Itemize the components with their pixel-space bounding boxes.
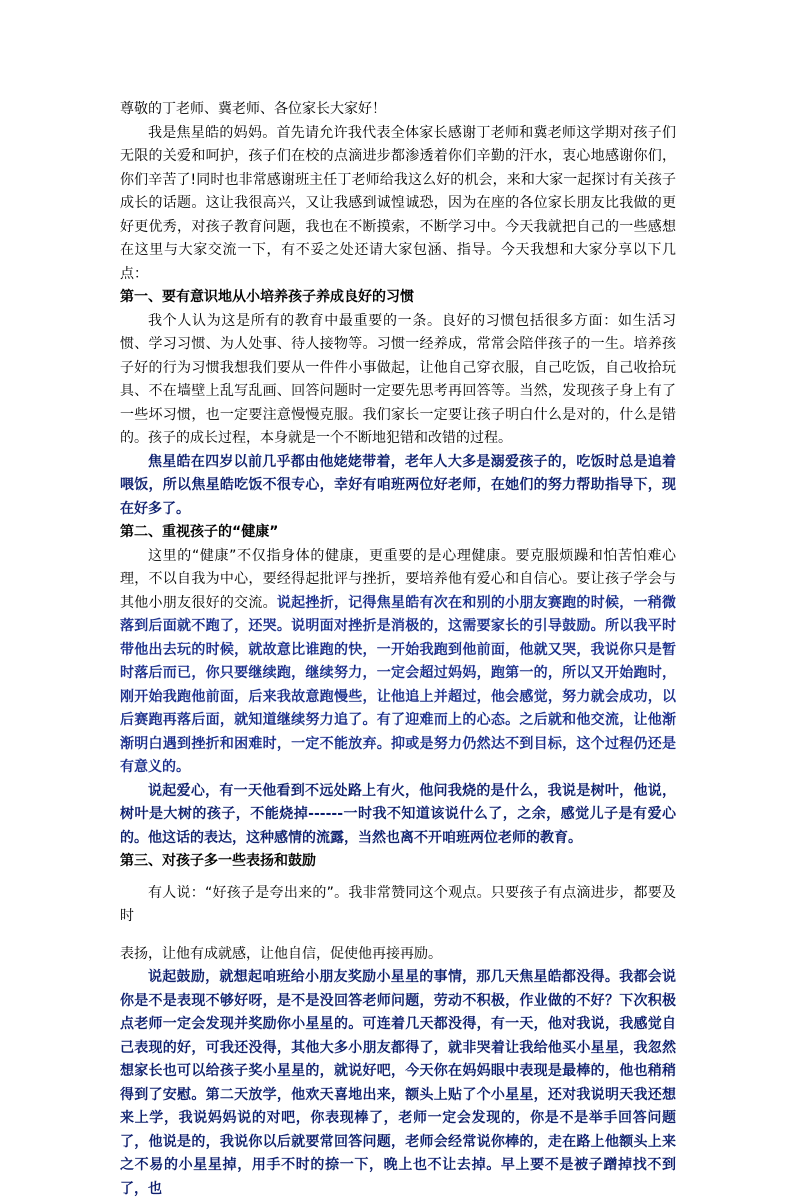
- section-1-body: 我个人认为这是所有的教育中最重要的一条。良好的习惯包括很多方面：如生活习惯、学习习惯、为人处事、待人接物等。习惯一经养成，常常会陪伴孩子的一生。培养孩子好的行为习惯我想我们要从一件件小事做起，让他自己穿衣服，自己吃饭，自己收拾玩具、不在墙壁上乱写乱画、回答问题时一定要先思考再回答等。当然，发现孩子身上有了一些坏习惯，也一定要注意慢慢克服。我们家长一定要让孩子明白什么是对的，什么是错的。孩子的成长过程，本身就是一个不断地犯错和改错的过程。: [120, 312, 676, 446]
- section-2-body: [120, 545, 676, 780]
- section-3-story: 说起鼓励，就想起咱班给小朋友奖励小星星的事情，那几天焦星皓都没得。我都会说你是不是表现不够好呀，是不是没回答老师问题，劳动不积极，作业做的不好？下次积极点老师一定会发现并奖励你小星星的。可连着几天都没得，有一天，他对我说，我感觉自己表现的好，可我还没得，其他大多小朋友都得了，就非哭着让我给他买小星星，我忽然想家长也可以给孩子奖小星星的，就说好吧，今天你在妈妈眼中表现是最棒的，他也稍稍得到了安慰。第二天放学，他欢天喜地出来，额头上贴了个小星星，还对我说明天我还想来上学，我说妈妈说的对吧，你表现棒了，老师一定会发现的，你是不是举手回答问题了，他说是的，我说你以后就要常回答问题，老师会经常说你棒的，走在路上他额头上来之不易的小星星掉，用手不时的捺一下，晚上也不让去掉。早上要不是被子蹭掉找不到了，也: [120, 969, 676, 1197]
- section-1-heading: 第一、要有意识地从小培养孩子养成良好的习惯: [120, 289, 414, 305]
- document-page: [120, 98, 676, 1201]
- section-2-body-plain: 这里的“健康”不仅指身体的健康，更重要的是心理健康。要克服烦躁和怕苦怕难心理，不以自我为中心，要经得起批评与挫折，要培养他有爱心和自信心。要让孩子学会与其他小朋友很好的交流。: [120, 547, 676, 611]
- section-3-quote: [120, 882, 676, 967]
- section-3-quote-cont: 表扬，让他有成就感，让他自信，促使他再接再励。: [120, 945, 442, 962]
- section-1-story: 焦星皓在四岁以前几乎都由他姥姥带着，老年人大多是溺爱孩子的，吃饭时总是追着喂饭，所以焦星皓吃饭不很专心，幸好有咱班两位好老师，在她们的努力帮助指导下，现在好多了。: [120, 453, 676, 517]
- section-3-quote-line: 有人说：“好孩子是夸出来的”。我非常赞同这个观点。只要孩子有点滴进步，都要及时: [120, 884, 676, 924]
- paragraph-gap: [120, 929, 676, 943]
- intro-paragraph: 我是焦星皓的妈妈。首先请允许我代表全体家长感谢丁老师和冀老师这学期对孩子们无限的关爱和呵护，孩子们在校的点滴进步都渗透着你们辛勤的汗水，衷心地感谢你们，你们辛苦了!同时也非常感谢班主任丁老师给我这么好的机会，来和大家一起探讨有关孩子成长的话题。这让我很高兴，又让我感到诚惶诚恐，因为在座的各位家长朋友比我做的更好更优秀，对孩子教育问题，我也在不断摸索，不断学习中。今天我就把自己的一些感想在这里与大家交流一下，有不妥之处还请大家包涵、指导。今天我想和大家分享以下几点：: [120, 124, 676, 282]
- section-3-heading: 第三、对孩子多一些表扬和鼓励: [120, 853, 316, 869]
- section-2-love-story: 说起爱心，有一天他看到不远处路上有火，他问我烧的是什么，我说是树叶，他说，树叶是大树的孩子，不能烧掉------一时我不知道该说什么了，之余，感觉儿子是有爱心的。他这话的表达，这种感情的流露，当然也离不开咱班两位老师的教育。: [120, 782, 676, 846]
- section-2-body-bold: 说起挫折，记得焦星皓有次在和别的小朋友赛跑的时候，一稍微落到后面就不跑了，还哭。说明面对挫折是消极的，这需要家长的引导鼓励。所以我平时带他出去玩的时候，就故意比谁跑的快，一开始我跑到他前面，他就又哭，我说你只是暂时落后而已，你只要继续跑，继续努力，一定会超过妈妈，跑第一的，所以又开始跑时，刚开始我跑他前面，后来我故意跑慢些，让他追上并超过，他会感觉，努力就会成功，以后赛跑再落后面，就知道继续努力追了。有了迎难而上的心态。之后就和他交流，让他渐渐明白遇到挫折和困难时，一定不能放弃。抑或是努力仍然达不到目标，这个过程仍还是有意义的。: [120, 594, 677, 775]
- greeting: 尊敬的丁老师、冀老师、各位家长大家好！: [120, 101, 386, 117]
- section-2-heading: 第二、重视孩子的“健康”: [120, 524, 279, 540]
